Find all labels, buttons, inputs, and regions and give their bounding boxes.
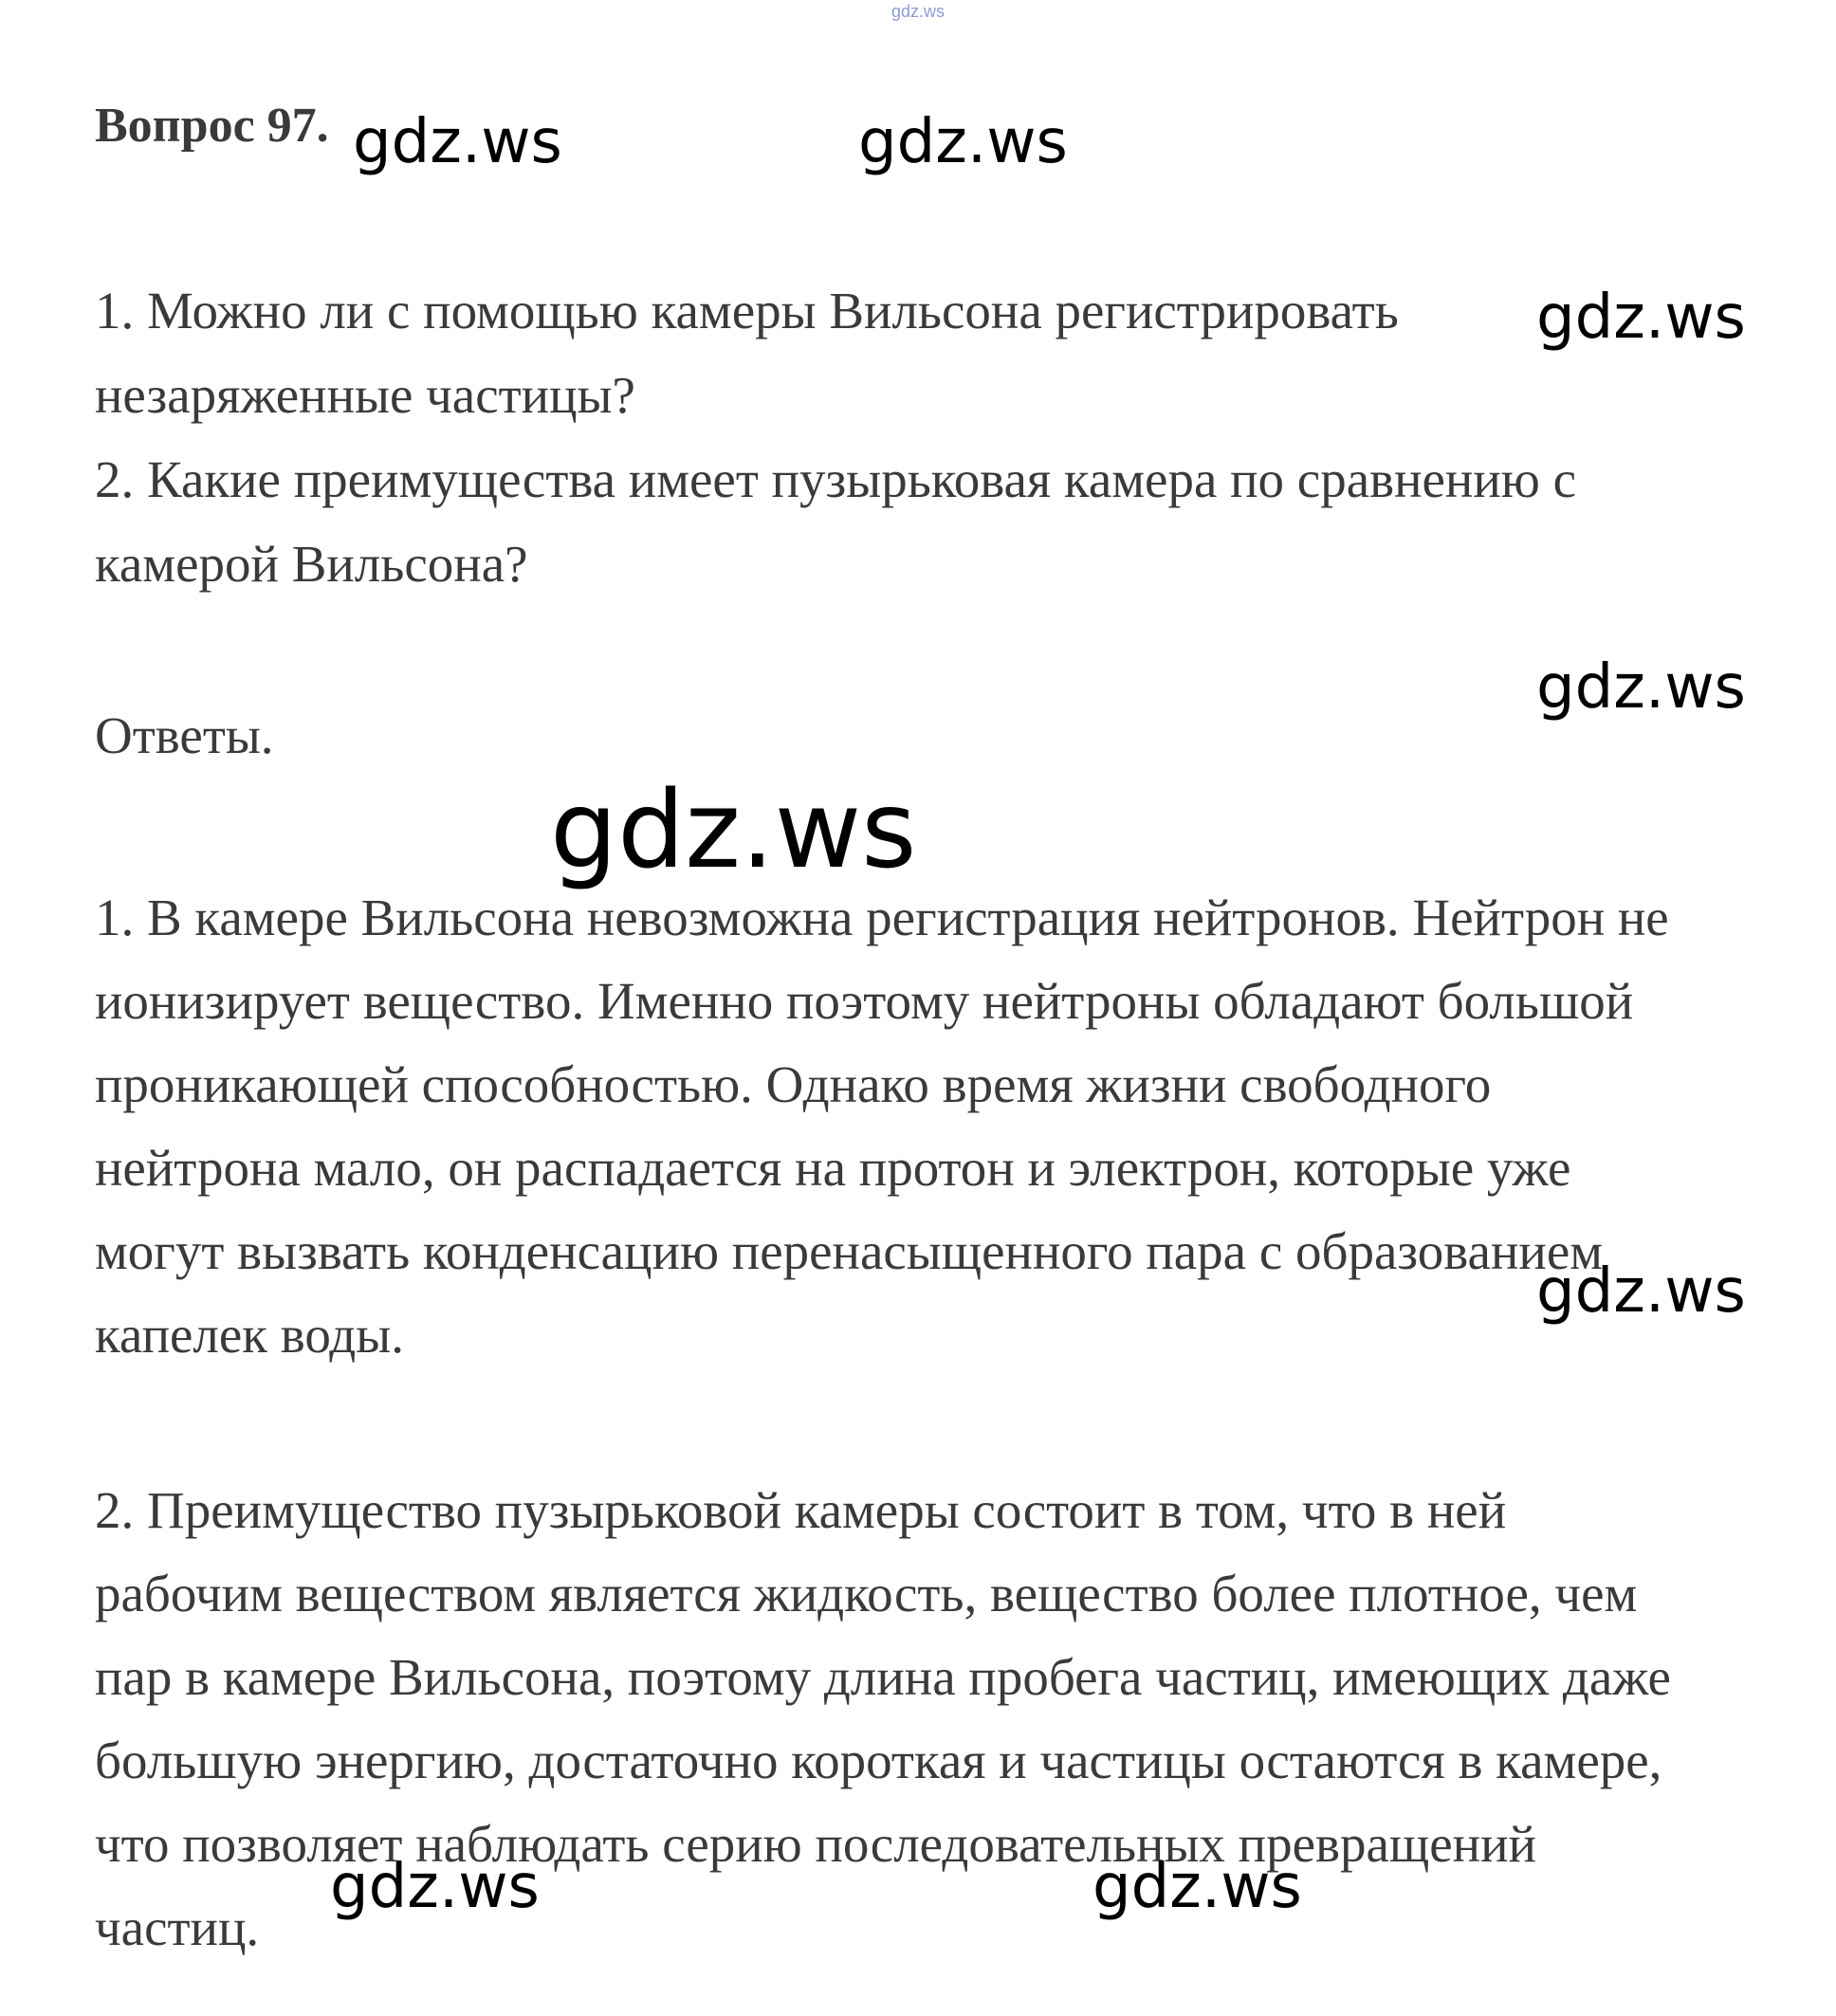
question-line: 1. Можно ли с помощью камеры Вильсона регистрировать <box>95 282 1399 339</box>
answer2-line: пар в камере Вильсона, поэтому длина пробега частиц, имеющих даже <box>95 1648 1671 1706</box>
watermark: gdz.ws <box>1536 652 1746 723</box>
watermark-large: gdz.ws <box>550 769 917 892</box>
question-line: 2. Какие преимущества имеет пузырьковая камера по сравнению с <box>95 450 1577 508</box>
watermark: gdz.ws <box>858 107 1068 177</box>
watermark: gdz.ws <box>1092 1852 1302 1922</box>
question-line: камерой Вильсона? <box>95 535 528 593</box>
answer1-line: ионизирует вещество. Именно поэтому нейтроны обладают большой <box>95 972 1634 1030</box>
answer1-line: капелек воды. <box>95 1306 404 1364</box>
answer2-line: 2. Преимущество пузырьковой камеры состоит в том, что в ней <box>95 1481 1507 1539</box>
header-watermark: gdz.ws <box>890 2 946 21</box>
answer1-line: 1. В камере Вильсона невозможна регистрация нейтронов. Нейтрон не <box>95 889 1669 946</box>
answer1-line: проникающей способностью. Однако время жизни свободного <box>95 1055 1492 1113</box>
answer2-line: что позволяет наблюдать серию последовательных превращений <box>95 1815 1536 1873</box>
watermark: gdz.ws <box>1536 1256 1746 1327</box>
question-line: незаряженные частицы? <box>95 366 635 424</box>
answers-label: Ответы. <box>95 706 274 764</box>
answer2-line: большую энергию, достаточно короткая и частицы остаются в камере, <box>95 1732 1662 1789</box>
watermark: gdz.ws <box>1536 283 1746 353</box>
question-title: Вопрос 97. <box>95 99 329 153</box>
answer1-line: могут вызвать конденсацию перенасыщенного пара с образованием <box>95 1222 1604 1280</box>
watermark: gdz.ws <box>330 1852 540 1922</box>
answer2-line: частиц. <box>95 1898 260 1956</box>
answer1-line: нейтрона мало, он распадается на протон и электрон, которые уже <box>95 1139 1571 1197</box>
answer2-line: рабочим веществом является жидкость, вещество более плотное, чем <box>95 1565 1638 1622</box>
watermark: gdz.ws <box>353 107 562 177</box>
